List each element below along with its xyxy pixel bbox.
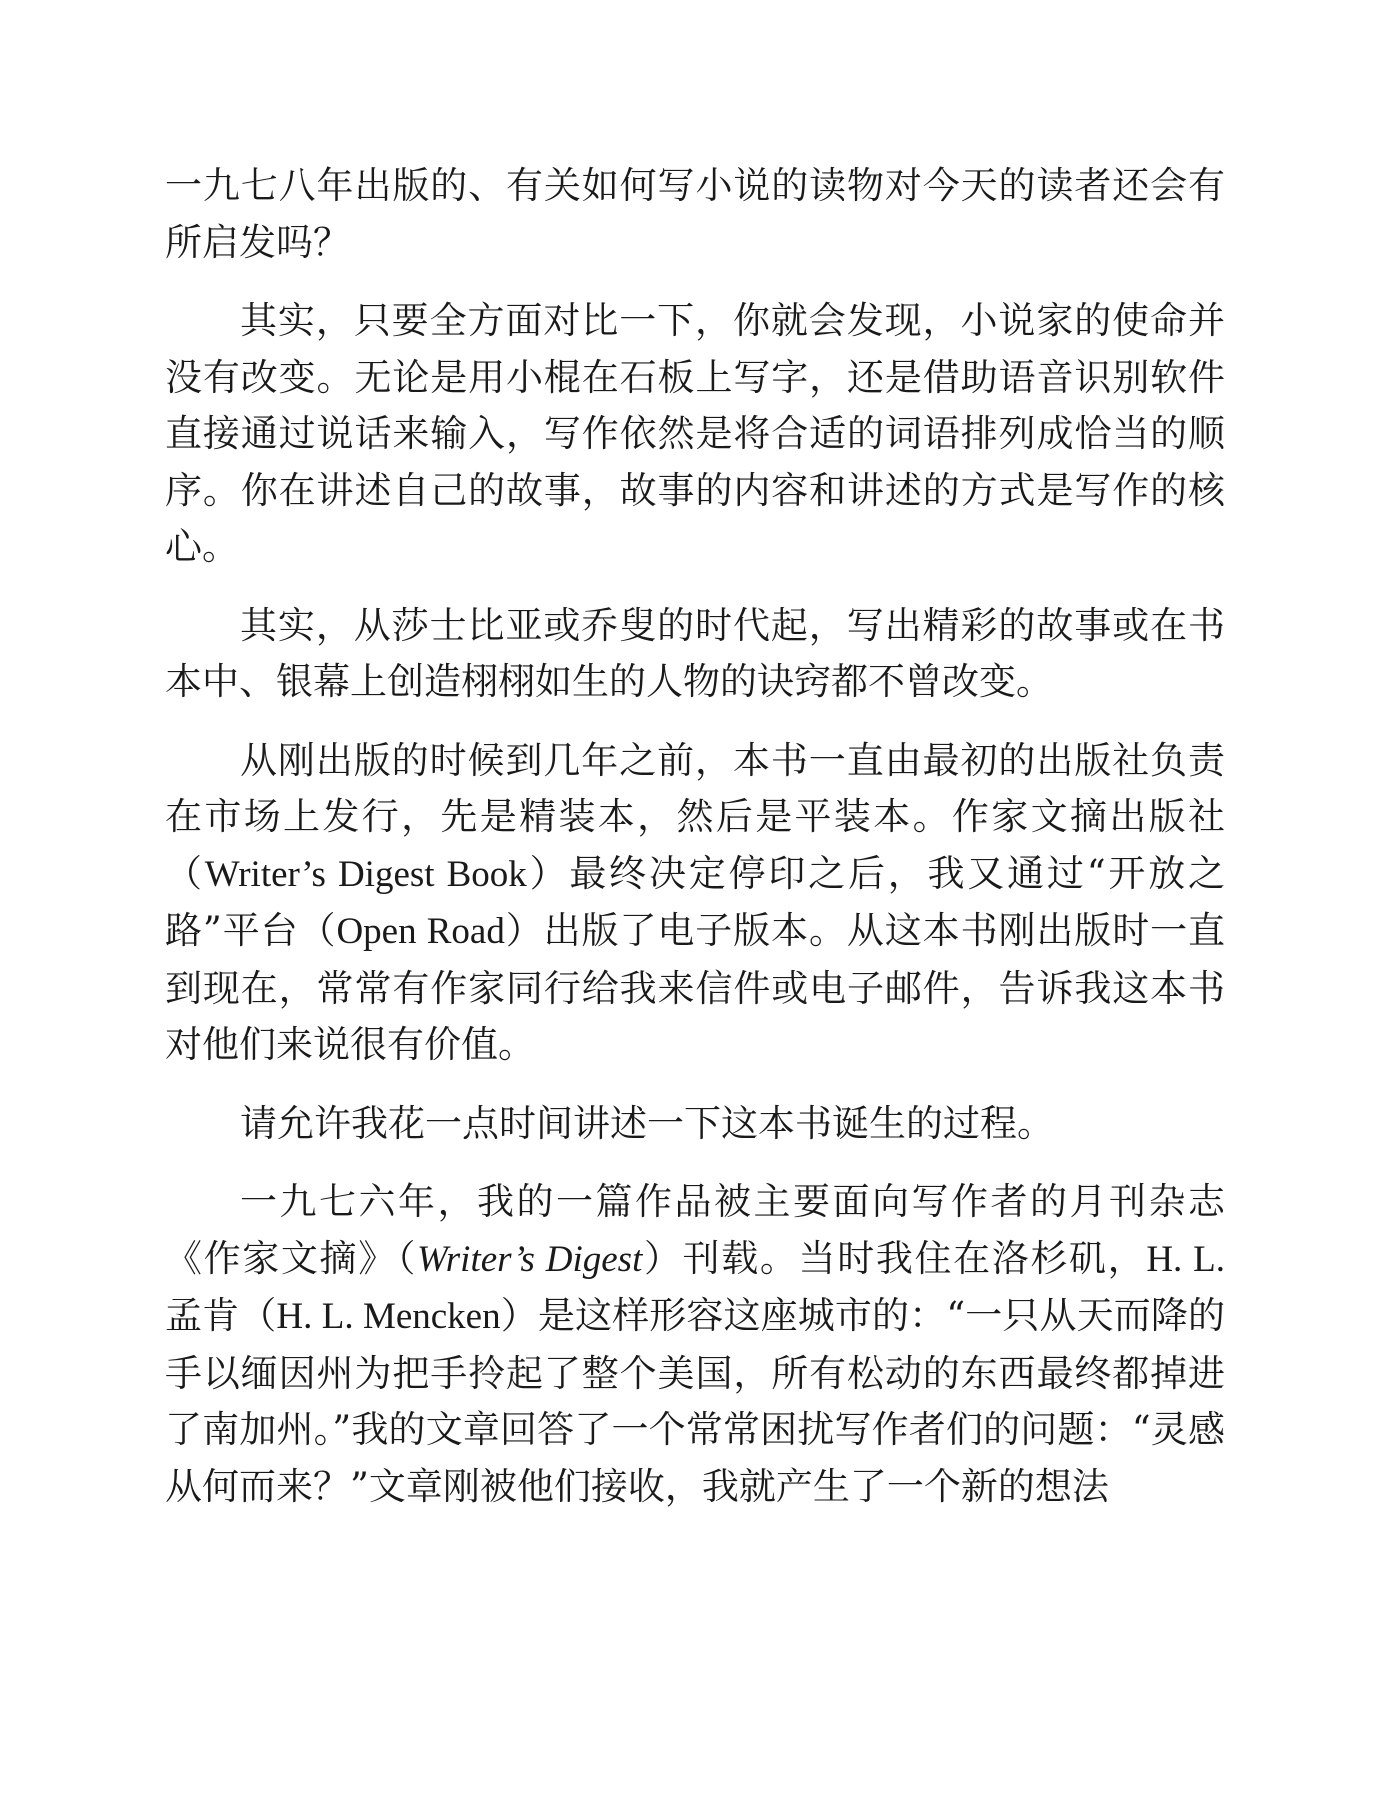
paragraph-6-text-e: 孟肯（ [165, 1294, 277, 1337]
paragraph-6-text-g: ）是这样形容这座城市的：“一只从天而降的手以缅因州为把手拎起了整个美国，所有松动的东西最终都掉进了南加州。”我的文章回答了一个常常困扰写作者们的问题：“灵感从何而来？”文章刚被他们接收，我就产生了一个新的想法 [165, 1294, 1225, 1508]
magazine-name-english: Writer’s Digest [416, 1238, 643, 1280]
paragraph-4-text-e: ）出版了电子版本。从这本书刚出版时一直到现在，常常有作家同行给我来信件或电子邮件，告诉我这本书对他们来说很有价值。 [165, 909, 1226, 1066]
paragraph-4-text-c: ）最终决定停印之后，我又通过“开放之路”平台（ [165, 851, 1226, 952]
platform-name-english: Open Road [336, 911, 505, 952]
paragraph-6-text-a: 一九七六年，我的一篇作品被主要面向写作者的月刊杂志《作家文摘》（ [165, 1180, 1225, 1280]
paragraph-4-text-a: 从刚出版的时候到几年之前，本书一直由最初的出版社负责在市场上发行，先是精装本，然后是平装本。作家文摘出版社（ [165, 738, 1225, 895]
paragraph-4 [165, 733, 1225, 1074]
paragraph-5: 请允许我花一点时间讲述一下这本书诞生的过程。 [240, 1101, 1054, 1145]
paragraph-3: 其实，从莎士比亚或乔叟的时代起，写出精彩的故事或在书本中、银幕上创造栩栩如生的人物的诀窍都不曾改变。 [165, 603, 1225, 703]
paragraph-2: 其实，只要全方面对比一下，你就会发现，小说家的使命并没有改变。无论是用小棍在石板上写字，还是借助语音识别软件直接通过说话来输入，写作依然是将合适的词语排列成恰当的顺序。你在讲述自己的故事，故事的内容和讲述的方式是写作的核心。 [165, 299, 1225, 568]
author-name-english: H. L. Mencken [276, 1296, 501, 1337]
paragraph-6 [165, 1174, 1225, 1515]
publisher-name-english: Writer’s Digest Book [204, 853, 527, 895]
author-initials: H. L. [1146, 1238, 1226, 1280]
paragraph-6-text-c: ）刊载。当时我住在洛杉矶， [642, 1236, 1147, 1280]
paragraph-1: 一九七八年出版的、有关如何写小说的读物对今天的读者还会有所启发吗？ [165, 164, 1225, 264]
page-body [165, 158, 1225, 1537]
